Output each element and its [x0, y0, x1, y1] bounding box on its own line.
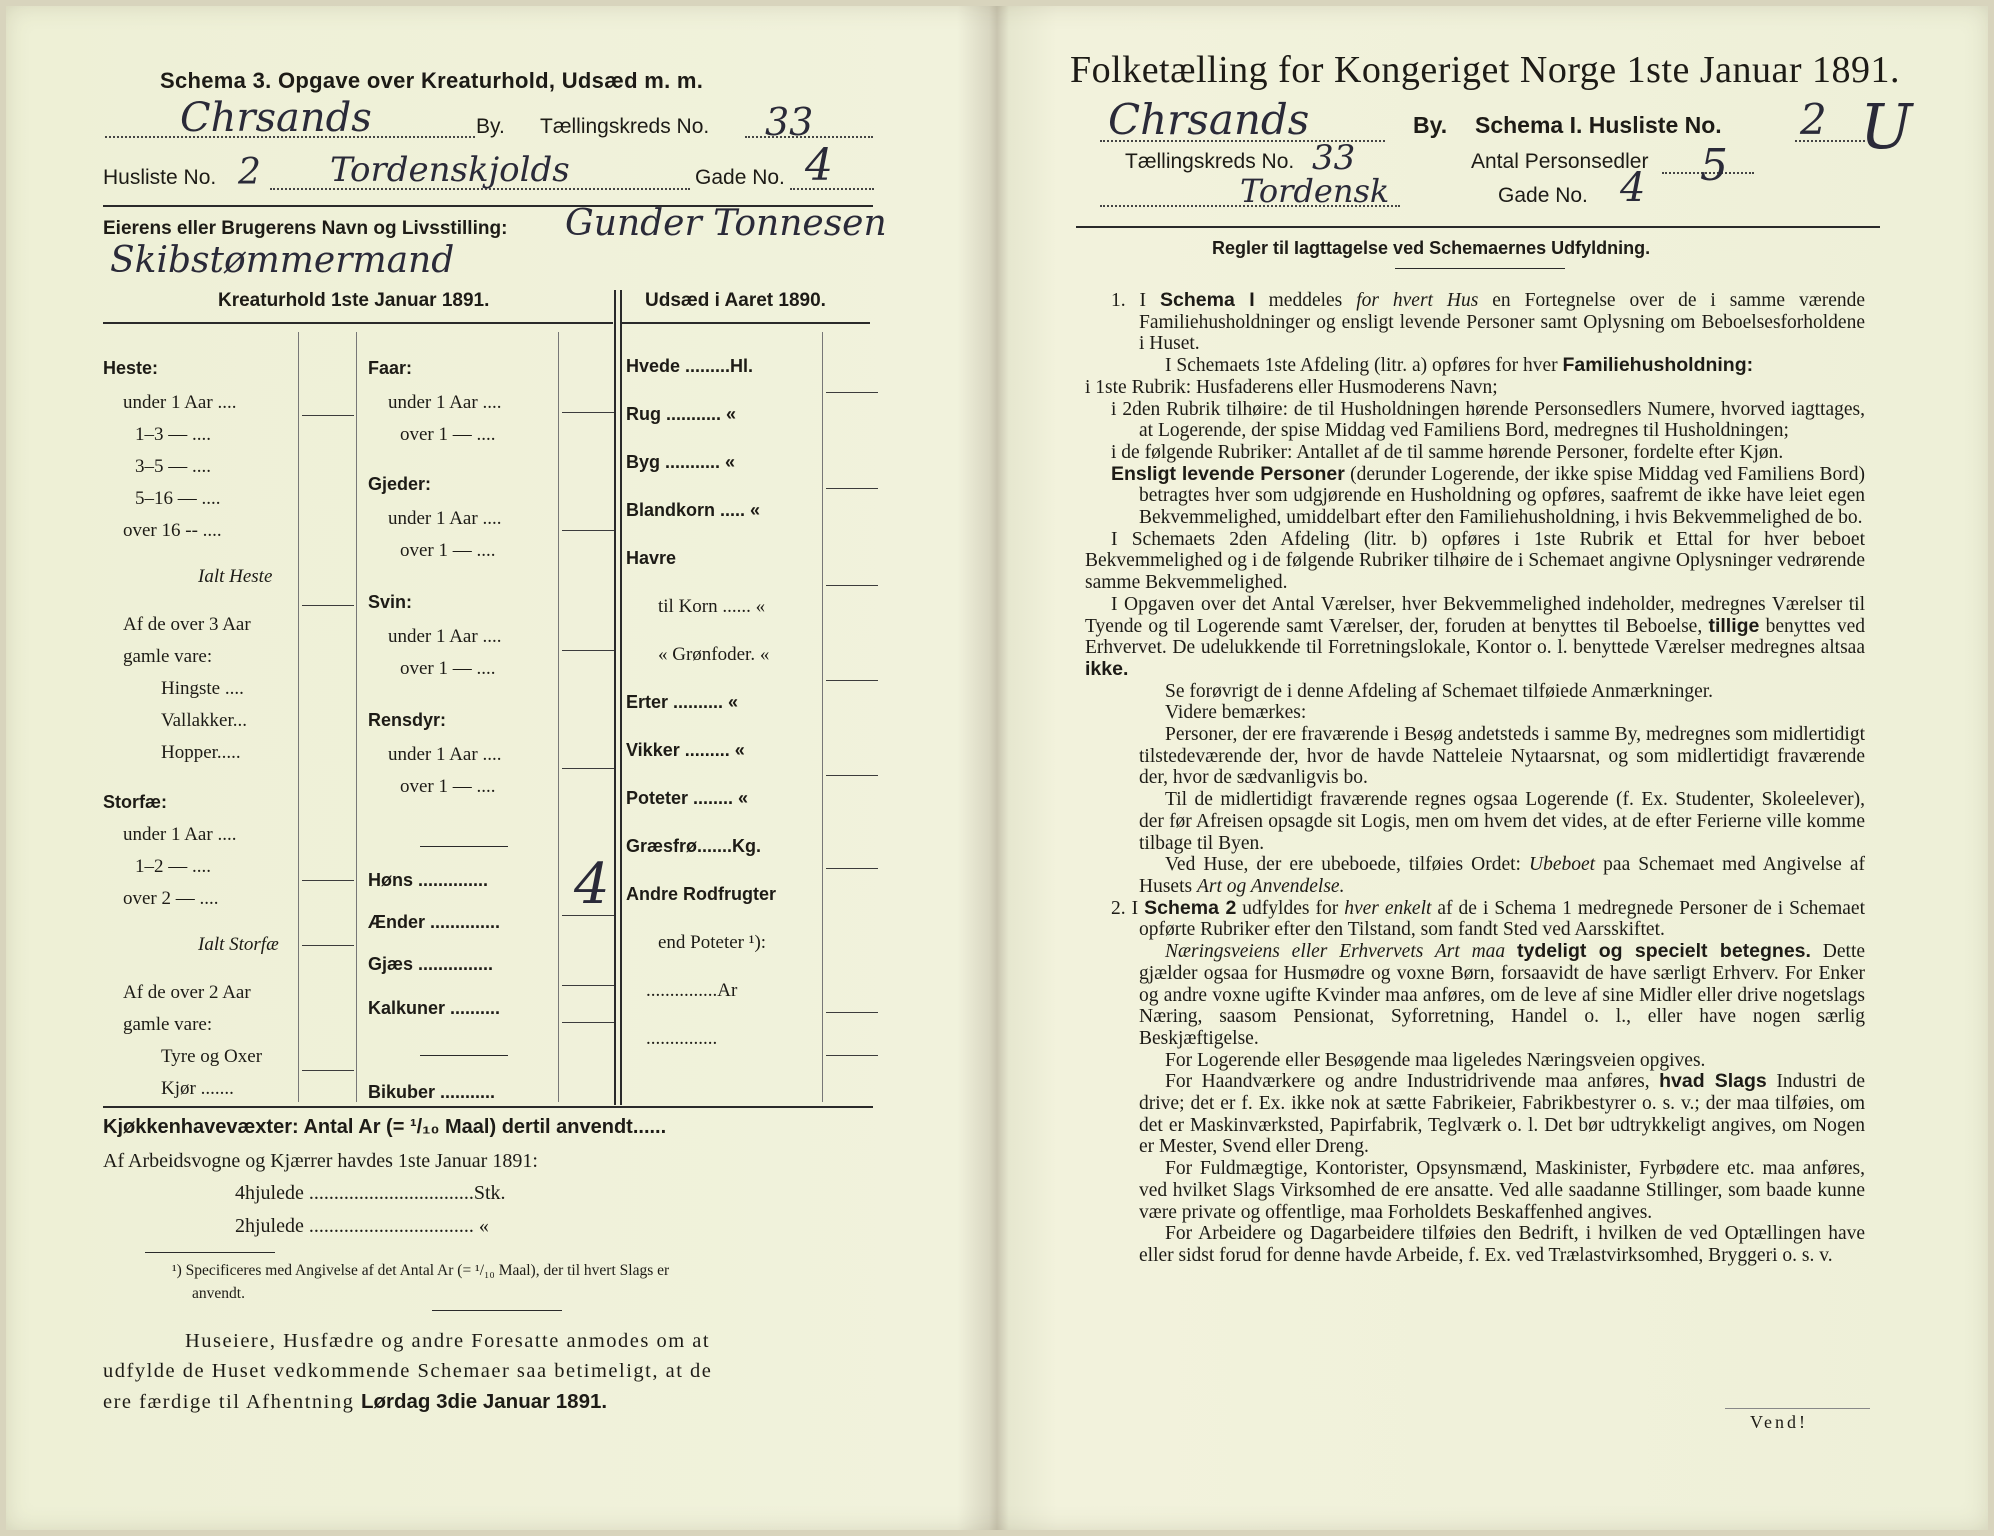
- gade-handwritten-right: Tordensk: [1240, 172, 1390, 210]
- col1-row: 1–2 — ....: [135, 856, 211, 877]
- rule-paragraph: Personer, der ere fraværende i Besøg andetsteds i samme By, medregnes som midlertidigt tilstedeværende der, hvor de havde Natteleie Nytaarsnat, og som midlertidigt fraværende der, hvor de sædvanligvis bo.: [1139, 724, 1865, 789]
- col3-row: Hvede .........Hl.: [626, 356, 754, 376]
- short-divider: [420, 846, 508, 847]
- rule-paragraph: For Haandværkere og andre Industridrivende maa anføres, hvad Slags Industri de drive; det er f. Ex. ikke nok at sætte Fabrikeier, Fabrikbestyrer o. s. v.; der maa tilføies, om det er Maskinværksted, Papirfabrik, Teglværk o. l. Det bør udtrykkeligt angives, om Nogen er Mester, Svend eller Dreng.: [1139, 1070, 1865, 1158]
- rule-paragraph: For Arbeidere og Dagarbeidere tilføies den Bedrift, i hvilken de ved Optællingen have eller sidst forud for denne havde Arbeide, f. Ex. ved Trælastvirksomhed, Bryggeri o. s. v.: [1139, 1223, 1865, 1266]
- col2-row: Svin:: [368, 592, 413, 612]
- col2-row: Høns ..............: [368, 870, 489, 890]
- vend-label: Vend!: [1750, 1412, 1808, 1432]
- section-divider: [614, 290, 616, 1105]
- value-line: [826, 1055, 878, 1056]
- col1-row: over 16 -- ....: [123, 520, 222, 541]
- col2-row: Ænder ..............: [368, 912, 501, 932]
- gade-label: Gade No.: [695, 166, 785, 189]
- right-header-rule: [1076, 226, 1880, 228]
- vend-rule: [1725, 1408, 1870, 1409]
- value-line: [302, 415, 354, 416]
- footnote-line-2: anvendt.: [192, 1285, 245, 1302]
- col2-row: Rensdyr:: [368, 710, 447, 730]
- kreds-handwritten-right: 33: [1312, 138, 1356, 178]
- value-line: [826, 680, 878, 681]
- value-line: [562, 1022, 614, 1023]
- value-line: [826, 868, 878, 869]
- by-label: By.: [476, 115, 505, 138]
- closing-deadline: Lørdag 3die Januar 1891.: [360, 1390, 608, 1413]
- closing-rule: [432, 1310, 562, 1311]
- col3-row: ...............Ar: [646, 980, 738, 1001]
- kjokken-line: Kjøkkenhavevæxter: Antal Ar (= ¹/₁₀ Maal) dertil anvendt......: [103, 1116, 667, 1138]
- col1-row: 3–5 — ....: [135, 456, 211, 477]
- husliste-handwritten-right: 2: [1800, 95, 1827, 144]
- col1-row: Heste:: [103, 358, 159, 378]
- rule-paragraph: i 1ste Rubrik: Husfaderens eller Husmoderens Navn;: [1085, 376, 1498, 398]
- rule-paragraph: I Schemaets 1ste Afdeling (litr. a) opføres for hver Familiehusholdning:: [1165, 354, 1754, 377]
- closing-line-1: Huseiere, Husfædre og andre Foresatte anmodes om at: [185, 1330, 711, 1352]
- col2-row: under 1 Aar ....: [388, 508, 502, 529]
- husliste-handwritten: 2: [238, 152, 261, 193]
- col2-row: Gjeder:: [368, 474, 432, 494]
- short-divider: [420, 1055, 508, 1056]
- rule-paragraph: Ved Huse, der ere ubeboede, tilføies Ordet: Ubeboet paa Schemaet med Angivelse af Husets Art og Anvendelse.: [1139, 854, 1866, 897]
- eier-stilling-handwritten: Skibstømmermand: [110, 240, 455, 281]
- value-line: [562, 530, 614, 531]
- col2-row: Gjæs ...............: [368, 954, 494, 974]
- col3-row: til Korn ...... «: [658, 596, 766, 617]
- col2-row: over 1 — ....: [400, 540, 496, 561]
- value-line: [826, 1012, 878, 1013]
- value-line: [562, 985, 614, 986]
- col2-row: Bikuber ...........: [368, 1082, 496, 1102]
- rule-paragraph: For Logerende eller Besøgende maa ligeledes Næringsveien opgives.: [1165, 1049, 1706, 1071]
- gade-handwritten: Tordenskjolds: [330, 150, 570, 190]
- schema-3-page: [0, 0, 985, 1536]
- value-line: [302, 945, 354, 946]
- kreds-handwritten: 33: [765, 100, 814, 144]
- col3-row: Græsfrø.......Kg.: [626, 836, 762, 856]
- value-line: [302, 1070, 354, 1071]
- footnote-rule: [145, 1252, 275, 1253]
- census-title: Folketælling for Kongeriget Norge 1ste Januar 1891.: [1070, 49, 1901, 91]
- section-divider-2: [620, 290, 622, 1105]
- value-line: [562, 650, 614, 651]
- by-handwritten: Chrsands: [180, 95, 372, 141]
- fire-hjulede-line: 4hjulede .................................Stk.: [235, 1182, 506, 1204]
- value-line: [826, 775, 878, 776]
- col2-row: over 1 — ....: [400, 424, 496, 445]
- control-mark-handwritten: U: [1860, 90, 1913, 163]
- col1-row: gamle vare:: [123, 1014, 213, 1035]
- col3-row: end Poteter ¹):: [658, 932, 767, 953]
- kreds-label-right: Tællingskreds No.: [1125, 150, 1295, 173]
- value-line: [562, 412, 614, 413]
- table-bottom-rule: [103, 1106, 873, 1108]
- rule-paragraph: I Opgaven over det Antal Værelser, hver Bekvemmelighed indeholder, medregnes Værelser til Tyende og til Logerende samt Værelser, der, foruden at benyttes til Beboelse, tillige benyttes ved Erhvervet. De udelukkende til Forretningslokale, Kontor o. l. benyttede Værelser medregnes altsaa ikke.: [1085, 593, 1866, 680]
- col1-value-divider: [356, 332, 357, 1102]
- col2-divider: [558, 332, 559, 1102]
- rules-text: [1085, 290, 1865, 1267]
- col3-row: Andre Rodfrugter: [626, 884, 776, 904]
- col1-row: 5–16 — ....: [135, 488, 221, 509]
- value-line: [302, 605, 354, 606]
- kreds-label: Tællingskreds No.: [540, 115, 710, 138]
- footnote-line-1: ¹) Specificeres med Angivelse af det Antal Ar (= ¹/₁₀ Maal), der til hvert Slags er: [172, 1262, 670, 1279]
- kjokkenhave-text: [103, 1116, 666, 1139]
- col2-row: under 1 Aar ....: [388, 744, 502, 765]
- col1-row: Storfæ:: [103, 792, 167, 812]
- arbeidsvogne-text: Af Arbeidsvogne og Kjærrer havdes 1ste Januar 1891:: [103, 1150, 538, 1172]
- husliste-label: Husliste No.: [103, 166, 217, 189]
- rule-paragraph: Ensligt levende Personer (derunder Logerende, der ikke spise Middag ved Familiens Bord) betragtes hver som udgjørende en Husholdning og opføres, saafremt de ikke have leiet egen Bekvemmelighed, umiddelbart efter den Familiehusholdning, i hvis Bekvemmelighed de bo.: [1111, 462, 1865, 529]
- col2-row: over 1 — ....: [400, 776, 496, 797]
- col2-row: over 1 — ....: [400, 658, 496, 679]
- col3-row: Blandkorn ..... «: [626, 500, 761, 520]
- hons-handwritten: 4: [574, 852, 610, 917]
- eier-name-handwritten: Gunder Tonnesen: [565, 203, 887, 244]
- col3-row: « Grønfoder. «: [658, 644, 770, 665]
- col1-row: Vallakker...: [161, 710, 248, 731]
- kreaturhold-header: Kreaturhold 1ste Januar 1891.: [218, 290, 490, 311]
- col1-row: Hopper.....: [161, 742, 241, 763]
- schema-1-label: Schema I. Husliste No.: [1475, 112, 1722, 138]
- col1-row: Af de over 2 Aar: [123, 982, 251, 1003]
- gade-label-right: Gade No.: [1498, 184, 1588, 207]
- closing-line-2: udfylde de Huset vedkommende Schemaer saa betimeligt, at de: [103, 1360, 713, 1382]
- col2-row: under 1 Aar ....: [388, 392, 502, 413]
- schema-3-title: Schema 3. Opgave over Kreaturhold, Udsæd m. m.: [160, 68, 704, 93]
- udsaed-header: Udsæd i Aaret 1890.: [645, 290, 826, 311]
- col3-row: Poteter ........ «: [626, 788, 749, 808]
- rule-paragraph: 2. I Schema 2 udfyldes for hver enkelt af de i Schema 1 medregnede Personer de i Schemaet opførte Rubriker efter den Tilstand, som fandt Sted ved Aarsskiftet.: [1111, 896, 1865, 941]
- col1-row: Ialt Storfæ: [198, 934, 279, 955]
- col3-row: Byg ........... «: [626, 452, 736, 472]
- col2-row: Faar:: [368, 358, 413, 378]
- rule-paragraph: i de følgende Rubriker: Antallet af de til samme hørende Personer, fordelte efter Kjøn.: [1111, 441, 1784, 463]
- rule-paragraph: Næringsveiens eller Erhvervets Art maa tydeligt og specielt betegnes. Dette gjælder ogsaa for Husmødre og voxne Børn, forsaavidt de have særligt Erhverv. For Enker og andre voxne ugifte Kvinder maa anføres, om de leve af sine Midler eller drive nogetslags Næring, saasom Pensionat, Syforretning, Handel o. l., eller have nogen særlig Beskjæftigelse.: [1139, 940, 1866, 1049]
- col1-row: Af de over 3 Aar: [123, 614, 251, 635]
- eier-label: Eierens eller Brugerens Navn og Livsstilling:: [103, 218, 508, 239]
- by-handwritten-right: Chrsands: [1108, 95, 1310, 144]
- col1-row: under 1 Aar ....: [123, 392, 237, 413]
- col3-row: Erter .......... «: [626, 692, 739, 712]
- col1-row: 1–3 — ....: [135, 424, 211, 445]
- value-line: [562, 768, 614, 769]
- rule-paragraph: Videre bemærkes:: [1165, 702, 1307, 724]
- value-line: [826, 585, 878, 586]
- value-line: [826, 392, 878, 393]
- rule-paragraph: Se forøvrigt de i denne Afdeling af Schemaet tilføiede Anmærkninger.: [1165, 680, 1714, 702]
- kreaturhold-header-rule: [103, 322, 613, 324]
- col1-row: gamle vare:: [123, 646, 213, 667]
- rule-paragraph: Til de midlertidigt fraværende regnes ogsaa Logerende (f. Ex. Studenter, Skoleelever), der før Afreisen opsagde sit Logis, men om hvem det vides, at de efter Ferierne ville komme tilbage til Byen.: [1139, 789, 1865, 854]
- col1-row: Kjør .......: [161, 1078, 234, 1099]
- col1-divider: [298, 332, 299, 1102]
- personsedler-label: Antal Personsedler: [1471, 150, 1649, 173]
- col1-row: under 1 Aar ....: [123, 824, 237, 845]
- personsedler-handwritten: 5: [1700, 140, 1728, 191]
- col1-row: Tyre og Oxer: [161, 1046, 263, 1067]
- regler-rule: [1395, 268, 1565, 269]
- col3-row: ...............: [646, 1028, 718, 1049]
- rule-paragraph: i 2den Rubrik tilhøire: de til Husholdningen hørende Personsedlers Numere, hvorved iagttages, at Logerende, der spise Middag ved Familiens Bord, medregnes til Husholdningen;: [1111, 398, 1865, 442]
- value-line: [826, 488, 878, 489]
- col1-row: Hingste ....: [161, 678, 244, 699]
- col2-row: under 1 Aar ....: [388, 626, 502, 647]
- regler-title: Regler til Iagttagelse ved Schemaernes Udfyldning.: [1212, 238, 1651, 258]
- col1-row: over 2 — ....: [123, 888, 219, 909]
- closing-line-3: [103, 1390, 607, 1414]
- gade-no-handwritten-right: 4: [1620, 165, 1646, 211]
- rule-paragraph: I Schemaets 2den Afdeling (litr. b) opføres i 1ste Rubrik et Ettal for hver beboet Bekvemmelighed og i de følgende Rubriker tilhøire de i Schemaet angivne Oplysninger vedrørende samme Bekvemmelighed.: [1085, 528, 1865, 594]
- col3-row: Vikker ......... «: [626, 740, 745, 760]
- gade-no-handwritten: 4: [805, 140, 833, 191]
- by-label-right: By.: [1413, 112, 1448, 138]
- col1-row: Ialt Heste: [198, 566, 273, 587]
- col2-row: Kalkuner ..........: [368, 998, 501, 1018]
- closing-line-3a: ere færdige til Afhentning: [103, 1391, 361, 1413]
- rule-paragraph: For Fuldmægtige, Kontorister, Opsynsmænd, Maskinister, Fyrbødere etc. maa anføres, ved hvilket Slags Virksomhed de ere ansatte. Ved alle saadanne Stillinger, som baade kunne være private og offentlige, maa Forholdets Beskaffenhed angives.: [1139, 1158, 1865, 1223]
- value-line: [302, 880, 354, 881]
- rule-paragraph: 1. I Schema I meddeles for hvert Hus en Fortegnelse over de i samme værende Familiehusholdninger og ensligt levende Personer samt Oplysning om Beboelsesforholdene i Huset.: [1111, 289, 1866, 355]
- col3-row: Havre: [626, 548, 677, 568]
- to-hjulede-line: 2hjulede ................................. «: [235, 1215, 489, 1237]
- udsaed-header-rule: [620, 322, 870, 324]
- col3-divider: [822, 332, 823, 1102]
- col3-row: Rug ........... «: [626, 404, 737, 424]
